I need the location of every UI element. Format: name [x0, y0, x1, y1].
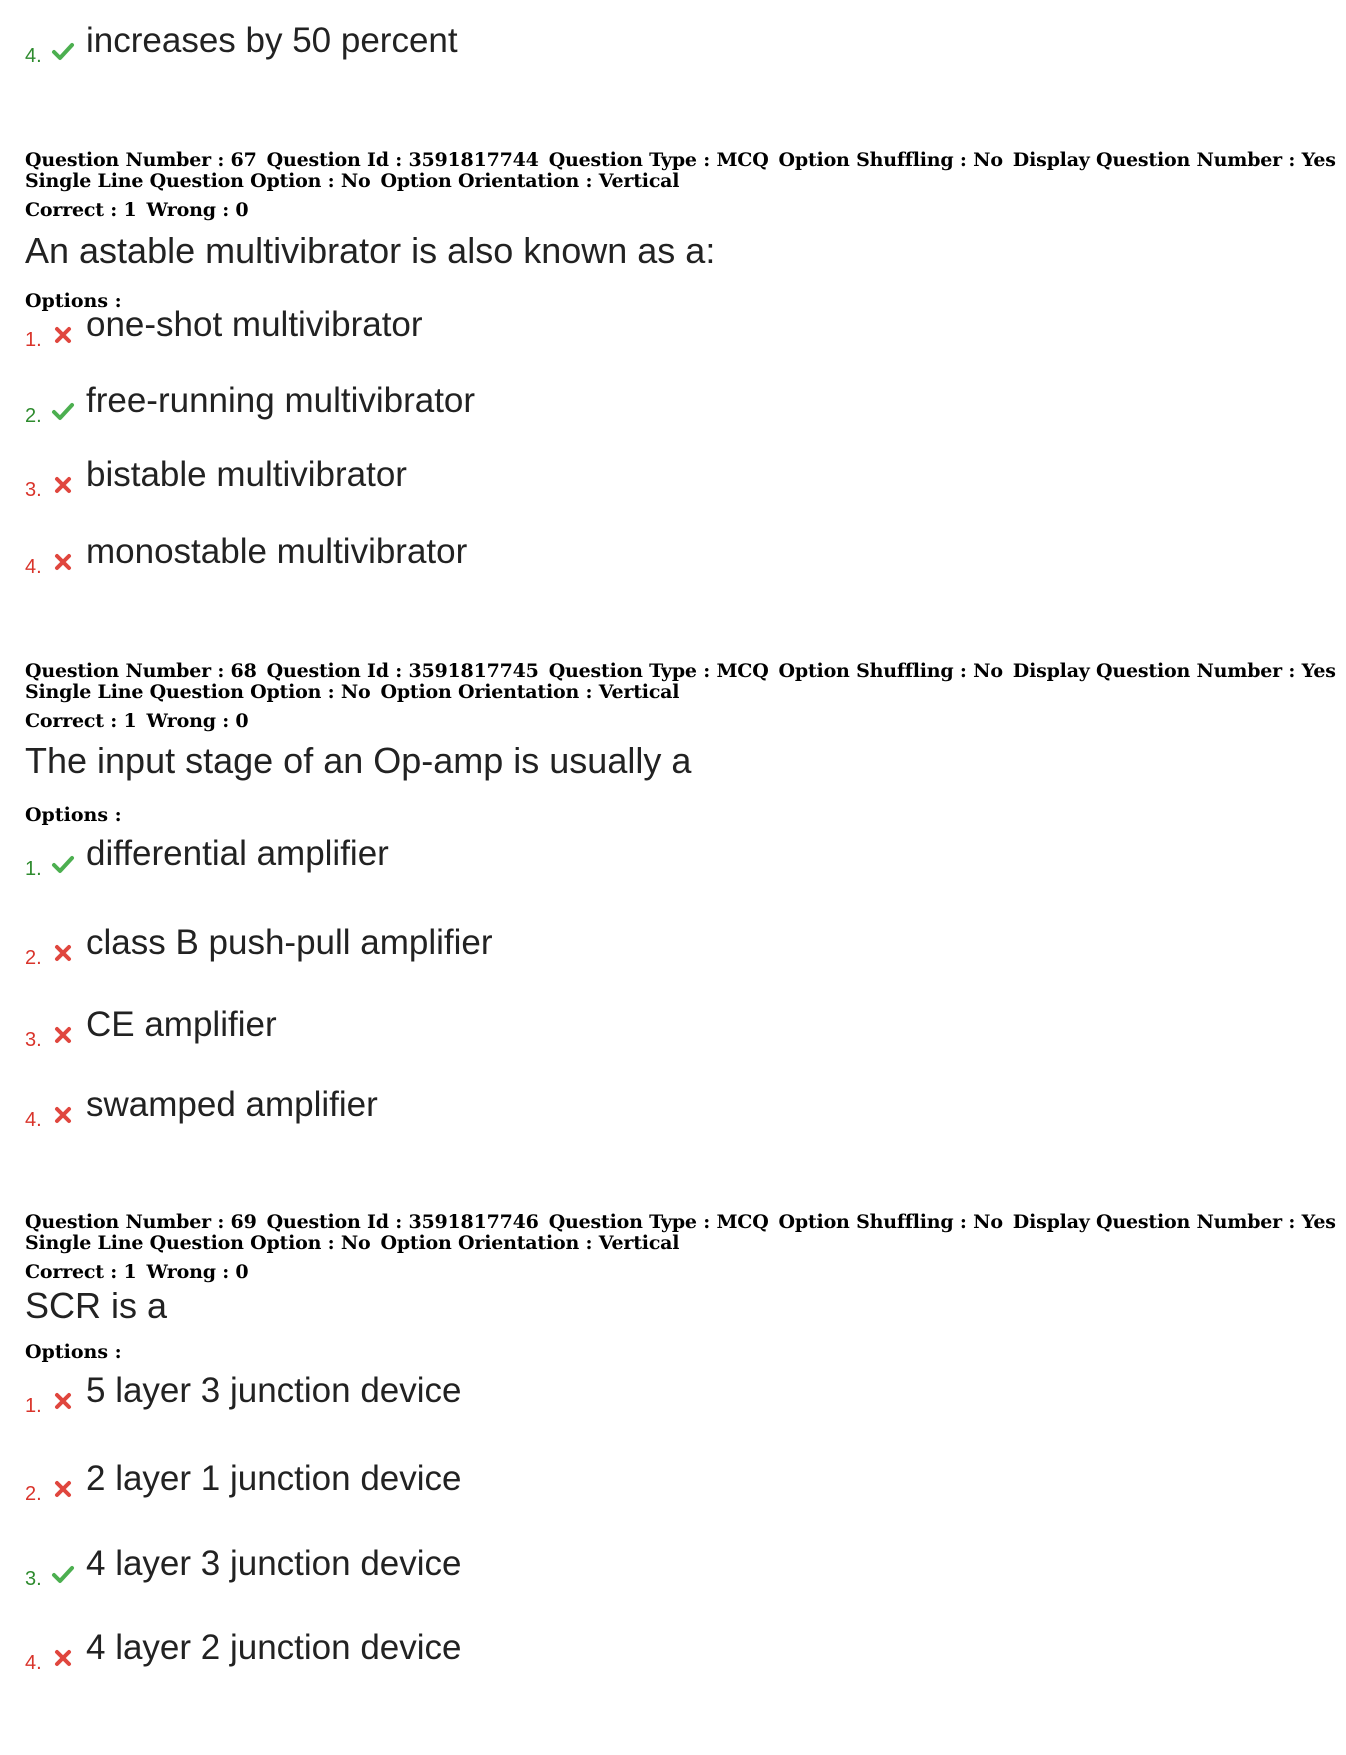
- option-number: 3.: [25, 1568, 42, 1590]
- question-text: The input stage of an Op-amp is usually a: [25, 740, 692, 781]
- cross-icon: [51, 1647, 75, 1669]
- option-number: 2.: [25, 947, 42, 969]
- option-text: one-shot multivibrator: [86, 305, 423, 344]
- option-text: free-running multivibrator: [86, 381, 476, 420]
- options-label: Options :: [25, 804, 122, 826]
- options-label: Options :: [25, 290, 122, 312]
- option-row: [0, 380, 900, 430]
- option-row: [0, 1458, 900, 1508]
- option-row: [0, 454, 900, 504]
- question-meta-line1: Question Number : 68 Question Id : 3591817745 Question Type : MCQ Option Shuffling : No Display Question Number : Yes: [25, 660, 1336, 682]
- option-row: [0, 833, 900, 883]
- question-score: Correct : 1 Wrong : 0: [25, 1261, 249, 1283]
- cross-icon: [51, 942, 75, 964]
- option-text: 5 layer 3 junction device: [86, 1371, 462, 1410]
- option-row: [0, 1004, 900, 1054]
- check-icon: [51, 853, 75, 875]
- option-row: [0, 20, 900, 70]
- option-row: [0, 1084, 900, 1134]
- option-number: 1.: [25, 329, 42, 351]
- cross-icon: [51, 324, 75, 346]
- check-icon: [51, 40, 75, 62]
- option-text: 4 layer 2 junction device: [86, 1628, 462, 1667]
- question-meta-line1: Question Number : 69 Question Id : 3591817746 Question Type : MCQ Option Shuffling : No Display Question Number : Yes: [25, 1211, 1336, 1233]
- option-text: swamped amplifier: [86, 1085, 378, 1124]
- option-row: [0, 1627, 900, 1677]
- option-text: 4 layer 3 junction device: [86, 1544, 462, 1583]
- option-text: differential amplifier: [86, 834, 389, 873]
- cross-icon: [51, 1390, 75, 1412]
- question-text: SCR is a: [25, 1285, 168, 1326]
- cross-icon: [51, 1104, 75, 1126]
- option-row: [0, 1543, 900, 1593]
- option-row: [0, 922, 900, 972]
- option-row: [0, 304, 900, 354]
- cross-icon: [51, 474, 75, 496]
- option-number: 4.: [25, 1652, 42, 1674]
- question-text: An astable multivibrator is also known as a:: [25, 230, 716, 271]
- cross-icon: [51, 1478, 75, 1500]
- check-icon: [51, 400, 75, 422]
- question-meta-line2: Single Line Question Option : No Option Orientation : Vertical: [25, 1232, 680, 1254]
- option-number: 4.: [25, 1109, 42, 1131]
- option-text: class B push-pull amplifier: [86, 923, 493, 962]
- question-meta-line1: Question Number : 67 Question Id : 3591817744 Question Type : MCQ Option Shuffling : No Display Question Number : Yes: [25, 149, 1336, 171]
- question-score: Correct : 1 Wrong : 0: [25, 710, 249, 732]
- option-text: increases by 50 percent: [86, 21, 458, 60]
- option-number: 3.: [25, 1029, 42, 1051]
- option-number: 1.: [25, 1395, 42, 1417]
- option-text: CE amplifier: [86, 1005, 277, 1044]
- option-number: 4.: [25, 45, 42, 67]
- options-label: Options :: [25, 1341, 122, 1363]
- question-meta-line2: Single Line Question Option : No Option Orientation : Vertical: [25, 170, 680, 192]
- option-text: monostable multivibrator: [86, 532, 468, 571]
- cross-icon: [51, 1024, 75, 1046]
- option-number: 2.: [25, 405, 42, 427]
- option-row: [0, 531, 900, 581]
- option-number: 2.: [25, 1483, 42, 1505]
- question-meta-line2: Single Line Question Option : No Option Orientation : Vertical: [25, 681, 680, 703]
- check-icon: [51, 1563, 75, 1585]
- option-number: 3.: [25, 479, 42, 501]
- option-text: bistable multivibrator: [86, 455, 407, 494]
- cross-icon: [51, 551, 75, 573]
- question-score: Correct : 1 Wrong : 0: [25, 199, 249, 221]
- option-text: 2 layer 1 junction device: [86, 1459, 462, 1498]
- option-number: 1.: [25, 858, 42, 880]
- option-number: 4.: [25, 556, 42, 578]
- option-row: [0, 1370, 900, 1420]
